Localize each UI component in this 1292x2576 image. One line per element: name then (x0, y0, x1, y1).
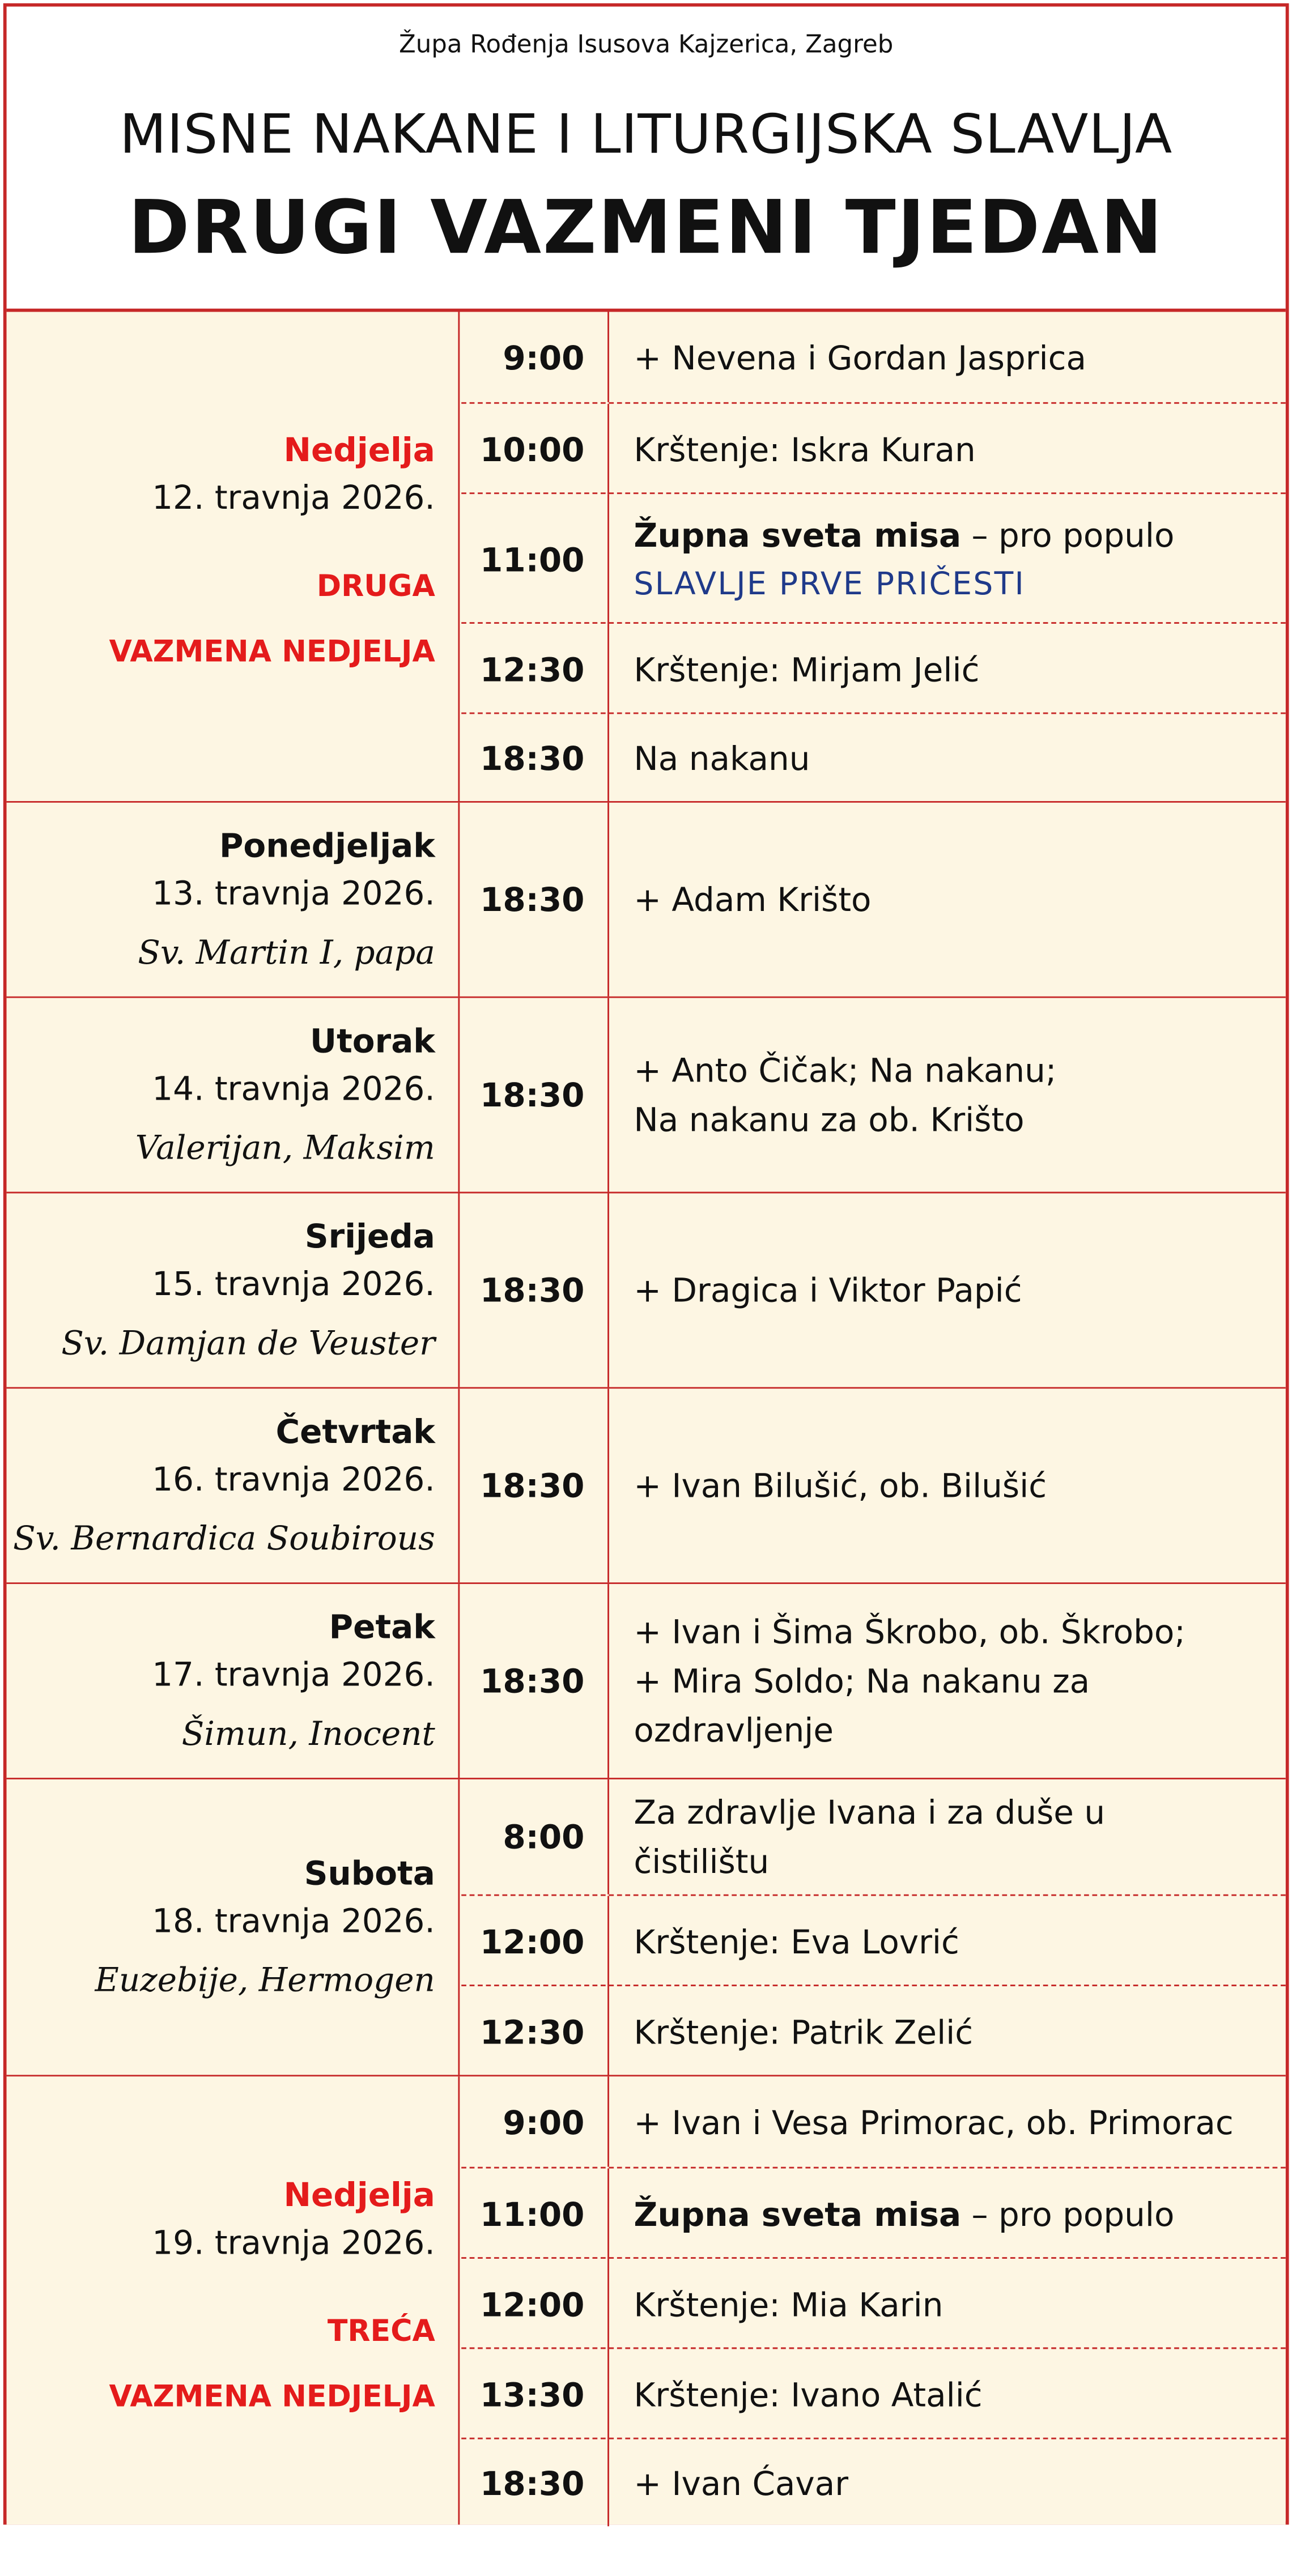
day-info (7, 1193, 460, 1387)
mass-row (461, 2438, 1286, 2526)
mass-row (461, 803, 1286, 997)
mass-row (461, 622, 1286, 714)
mass-row (461, 713, 1286, 803)
mass-intention (611, 1193, 1286, 1387)
day-name: Petak (329, 1607, 435, 1647)
day-info (7, 312, 460, 801)
celebration-note: SLAVLJE PRVE PRIČESTI (634, 565, 1026, 602)
mass-intention (611, 1779, 1286, 1894)
day-name: Ponedjeljak (219, 825, 435, 865)
day-block (7, 803, 1286, 998)
day-block (7, 312, 1286, 803)
saint-of-day: Sv. Damjan de Veuster (61, 1323, 435, 1362)
mass-time: 13:30 (461, 2349, 609, 2439)
mass-intention (611, 2259, 1286, 2349)
mass-time: 10:00 (461, 404, 609, 494)
day-block (7, 2076, 1286, 2524)
mass-intention (611, 803, 1286, 997)
saint-of-day: Euzebije, Hermogen (95, 1960, 435, 2000)
mass-list (461, 1389, 1286, 1582)
day-block (7, 1193, 1286, 1389)
mass-intention (611, 312, 1286, 402)
mass-time: 18:30 (461, 803, 609, 997)
day-date: 15. travnja 2026. (152, 1264, 435, 1304)
mass-time: 11:00 (461, 494, 609, 624)
mass-intention (611, 1389, 1286, 1582)
intention-line: Na nakanu za ob. Krišto (634, 1100, 1025, 1139)
day-info (7, 1389, 460, 1582)
mass-time: 9:00 (461, 312, 609, 402)
feast-label: TREĆA (327, 2314, 435, 2348)
mass-time: 18:30 (461, 1193, 609, 1387)
day-date: 16. travnja 2026. (152, 1459, 435, 1499)
mass-row (461, 1193, 1286, 1387)
mass-time: 18:30 (461, 2439, 609, 2527)
saint-of-day: Šimun, Inocent (181, 1713, 435, 1753)
day-date: 18. travnja 2026. (152, 1901, 435, 1940)
day-block (7, 1389, 1286, 1584)
mass-time: 18:30 (461, 1389, 609, 1582)
feast-label: VAZMENA NEDJELJA (109, 635, 435, 670)
mass-intention (611, 404, 1286, 494)
intention-line: Na nakanu (634, 738, 810, 778)
schedule-frame (3, 3, 1289, 2525)
intention-line (634, 510, 1279, 559)
mass-intention (611, 1584, 1286, 1778)
day-name: Nedjelja (283, 430, 435, 470)
day-name: Utorak (310, 1021, 435, 1061)
pro-populo-label: – pro populo (961, 514, 1175, 554)
mass-intention (611, 1896, 1286, 1986)
mass-time: 18:30 (461, 1584, 609, 1778)
mass-time: 18:30 (461, 998, 609, 1192)
day-name: Srijeda (304, 1216, 435, 1256)
mass-row (461, 2257, 1286, 2349)
intention-line: + Ivan Ćavar (634, 2463, 849, 2503)
intention-line: Krštenje: Eva Lovrić (634, 1921, 959, 1961)
feast-label: VAZMENA NEDJELJA (109, 2379, 435, 2414)
intention-line: Krštenje: Patrik Zelić (634, 2011, 974, 2051)
mass-intention (611, 1986, 1286, 2076)
mass-time: 12:00 (461, 2259, 609, 2349)
feast-label: DRUGA (316, 569, 435, 604)
intention-line: Krštenje: Iskra Kuran (634, 429, 976, 469)
day-info (7, 1584, 460, 1778)
day-name: Nedjelja (283, 2174, 435, 2214)
mass-row (461, 2076, 1286, 2166)
intention-line: + Adam Krišto (634, 880, 872, 919)
parish-name: Župa Rođenja Isusova Kajzerica, Zagreb (398, 29, 894, 59)
mass-row (461, 1985, 1286, 2076)
intention-line (634, 2189, 1279, 2238)
mass-row (461, 1779, 1286, 1894)
intention-line: + Dragica i Viktor Papić (634, 1270, 1022, 1310)
day-info (7, 1779, 460, 2075)
days-table (7, 312, 1286, 2525)
mass-time: 12:00 (461, 1896, 609, 1986)
intention-line: + Ivan i Šima Škrobo, ob. Škrobo; (634, 1612, 1185, 1651)
mass-intention (611, 2076, 1286, 2166)
intention-line: + Ivan i Vesa Primorac, ob. Primorac (634, 2102, 1234, 2141)
day-date: 19. travnja 2026. (152, 2221, 435, 2262)
mass-row (461, 1584, 1286, 1778)
day-block (7, 998, 1286, 1194)
day-date: 17. travnja 2026. (152, 1654, 435, 1694)
mass-intention (611, 2439, 1286, 2527)
mass-row (461, 1389, 1286, 1582)
saint-of-day: Valerijan, Maksim (135, 1127, 435, 1168)
intention-line: Krštenje: Mirjam Jelić (634, 649, 980, 689)
intention-line: + Anto Čičak; Na nakanu; (634, 1050, 1057, 1090)
mass-intention (611, 2169, 1286, 2259)
intention-line: Krštenje: Mia Karin (634, 2284, 944, 2324)
intention-line: + Nevena i Gordan Jasprica (634, 337, 1087, 377)
pro-populo-label: – pro populo (961, 2194, 1175, 2234)
mass-row (461, 312, 1286, 402)
mass-list (461, 2076, 1286, 2524)
mass-time: 9:00 (461, 2076, 609, 2166)
week-title: DRUGI VAZMENI TJEDAN (128, 184, 1164, 271)
mass-list (461, 1584, 1286, 1778)
mass-list (461, 1779, 1286, 2075)
intention-line: ozdravljenje (634, 1710, 834, 1750)
intention-line: Krštenje: Ivano Atalić (634, 2374, 983, 2414)
intention-line: Za zdravlje Ivana i za duše u (634, 1792, 1106, 1832)
day-name: Četvrtak (275, 1411, 435, 1451)
header (7, 7, 1286, 312)
saint-of-day: Sv. Bernardica Soubirous (12, 1518, 435, 1558)
mass-row (461, 2167, 1286, 2259)
day-date: 14. travnja 2026. (152, 1068, 435, 1108)
mass-row (461, 998, 1286, 1192)
mass-time: 12:30 (461, 624, 609, 714)
mass-intention (611, 998, 1286, 1192)
day-name: Subota (304, 1853, 435, 1893)
mass-intention (611, 494, 1286, 624)
parish-mass-label: Župna sveta misa (634, 514, 962, 554)
page-title: MISNE NAKANE I LITURGIJSKA SLAVLJA (120, 101, 1173, 166)
mass-row (461, 402, 1286, 494)
mass-row (461, 2347, 1286, 2439)
mass-time: 11:00 (461, 2169, 609, 2259)
intention-line: + Mira Soldo; Na nakanu za (634, 1661, 1090, 1701)
mass-time: 18:30 (461, 714, 609, 802)
mass-time: 8:00 (461, 1779, 609, 1894)
mass-intention (611, 624, 1286, 714)
day-info (7, 2076, 460, 2524)
intention-line: čistilištu (634, 1841, 770, 1881)
day-block (7, 1779, 1286, 2076)
mass-list (461, 998, 1286, 1192)
mass-time: 12:30 (461, 1986, 609, 2076)
mass-intention (611, 714, 1286, 802)
mass-row (461, 1894, 1286, 1986)
mass-intention (611, 2349, 1286, 2439)
intention-line: + Ivan Bilušić, ob. Bilušić (634, 1466, 1047, 1506)
day-info (7, 803, 460, 997)
day-date: 13. travnja 2026. (152, 873, 435, 913)
day-block (7, 1584, 1286, 1779)
day-info (7, 998, 460, 1192)
mass-list (461, 1193, 1286, 1387)
day-date: 12. travnja 2026. (152, 478, 435, 517)
parish-mass-label: Župna sveta misa (634, 2194, 962, 2234)
mass-list (461, 803, 1286, 997)
saint-of-day: Sv. Martin I, papa (138, 932, 435, 972)
mass-row (461, 492, 1286, 624)
mass-list (461, 312, 1286, 801)
